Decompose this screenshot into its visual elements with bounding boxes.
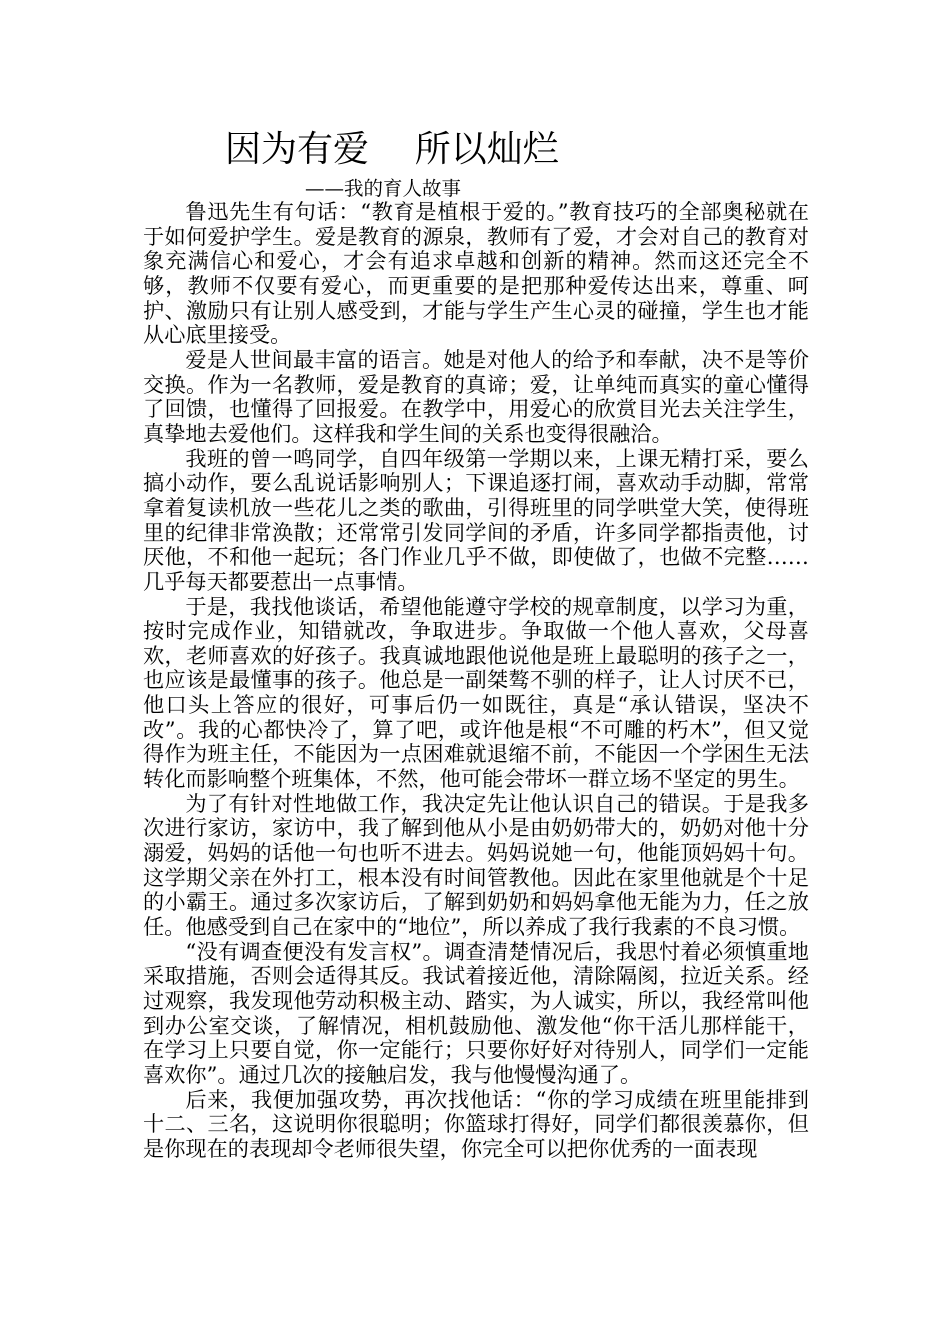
paragraph: 后来，我便加强攻势，再次找他话：“你的学习成绩在班里能排到十二、三名，这说明你很聪明；你篮球打得好，同学们都很羡慕你，但是你现在的表现却令老师很失望，你完全可以把你优秀的一面表现 <box>143 1086 809 1161</box>
paragraph: “没有调查便没有发言权”。调查清楚情况后，我思忖着必须慎重地采取措施，否则会适得其反。我试着接近他，清除隔阂，拉近关系。经过观察，我发现他劳动积极主动、踏实，为人诚实，所以，我经常叫他到办公室交谈，了解情况，相机鼓励他、激发他“你干活儿那样能干，在学习上只要自觉，你一定能行；只要你好好对待别人，同学们一定能喜欢你”。通过几次的接触启发，我与他慢慢沟通了。 <box>143 938 809 1087</box>
document-body <box>143 200 809 1162</box>
paragraph: 爱是人世间最丰富的语言。她是对他人的给予和奉献，决不是等价交换。作为一名教师，爱是教育的真谛；爱，让单纯而真实的童心懂得了回馈，也懂得了回报爱。在教学中，用爱心的欣赏目光去关注学生，真挚地去爱他们。这样我和学生间的关系也变得很融洽。 <box>143 346 809 446</box>
document-title: 因为有爱 所以灿烂 <box>225 129 559 170</box>
paragraph: 为了有针对性地做工作，我决定先让他认识自己的错误。于是我多次进行家访，家访中，我了解到他从小是由奶奶带大的，奶奶对他十分溺爱，妈妈的话他一句也听不进去。妈妈说她一句，他能顶妈妈十句。这学期父亲在外打工，根本没有时间管教他。因此在家里他就是个十足的小霸王。通过多次家访后，了解到奶奶和妈妈拿他无能为力，任之放任。他感受到自己在家中的“地位”，所以养成了我行我素的不良习惯。 <box>143 790 809 940</box>
document-subtitle: ——我的育人故事 <box>305 177 462 200</box>
paragraph: 我班的曾一鸣同学，自四年级第一学期以来，上课无精打采，要么搞小动作，要么乱说话影响别人；下课追逐打闹，喜欢动手动脚，常常拿着复读机放一些花儿之类的歌曲，引得班里的同学哄堂大笑，使得班里的纪律非常涣散；还常常引发同学间的矛盾，许多同学都指责他，讨厌他，不和他一起玩；各门作业几乎不做，即使做了，也做不完整……几乎每天都要惹出一点事情。 <box>143 445 809 594</box>
paragraph: 于是，我找他谈话，希望他能遵守学校的规章制度，以学习为重，按时完成作业，知错就改，争取进步。争取做一个他人喜欢，父母喜欢，老师喜欢的好孩子。我真诚地跟他说他是班上最聪明的孩子之一，也应该是最懂事的孩子。他总是一副桀骜不驯的样子，让人讨厌不已，他口头上答应的很好，可事后仍一如既往，真是“承认错误，坚决不改”。我的心都快冷了，算了吧，或许他是根“不可雕的朽木”，但又觉得作为班主任，不能因为一点困难就退缩不前，不能因一个学困生无法转化而影响整个班集体，不然，他可能会带坏一群立场不坚定的男生。 <box>143 593 809 792</box>
paragraph: 鲁迅先生有句话：“教育是植根于爱的。”教育技巧的全部奥秘就在于如何爱护学生。爱是教育的源泉，教师有了爱，才会对自己的教育对象充满信心和爱心，才会有追求卓越和创新的精神。然而这还完全不够，教师不仅要有爱心，而更重要的是把那种爱传达出来，尊重、呵护、激励只有让别人感受到，才能与学生产生心灵的碰撞，学生也才能从心底里接受。 <box>143 199 809 348</box>
